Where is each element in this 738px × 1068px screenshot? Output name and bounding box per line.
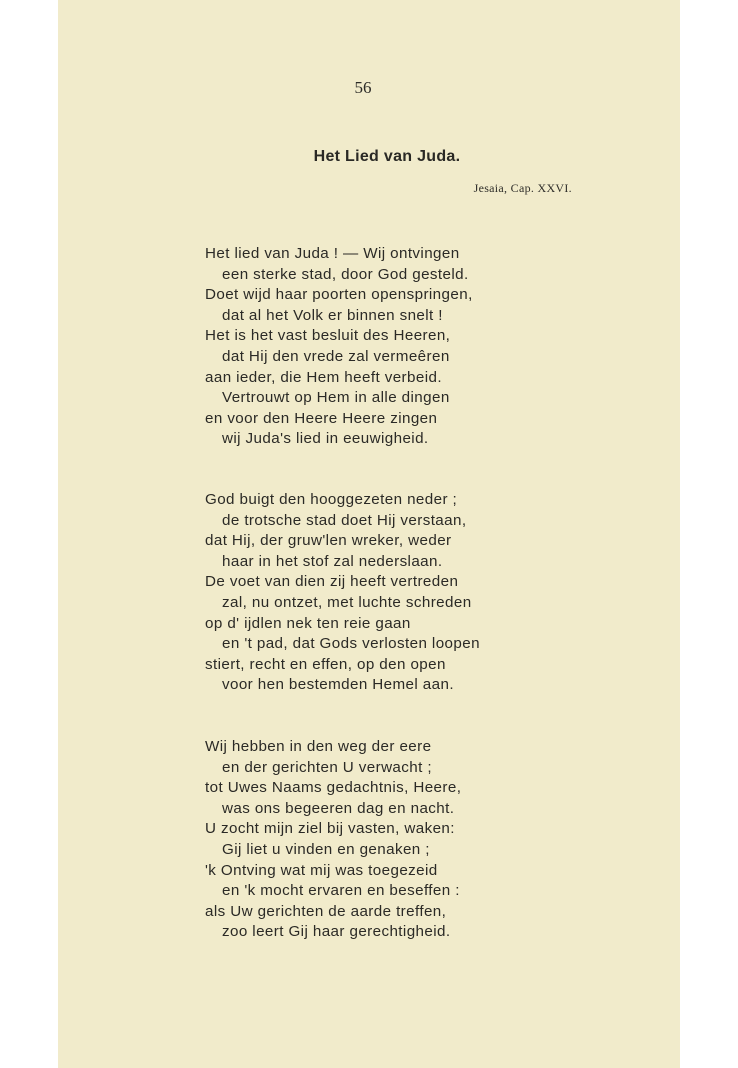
book-page	[58, 0, 680, 1068]
poem-line: wij Juda's lied in eeuwigheid.	[222, 430, 429, 448]
poem-line: een sterke stad, door God gesteld.	[222, 265, 469, 283]
poem-line: Het lied van Juda ! — Wij ontvingen	[205, 245, 460, 262]
stanza-2	[205, 490, 575, 696]
poem-line: stiert, recht en effen, op den open	[205, 655, 446, 673]
poem-line: aan ieder, die Hem heeft verbeid.	[205, 368, 442, 386]
poem-line: De voet van dien zij heeft vertreden	[205, 573, 459, 591]
poem-line: de trotsche stad doet Hij verstaan,	[222, 511, 467, 529]
poem-line: tot Uwes Naams gedachtnis, Heere,	[205, 779, 462, 797]
poem-line: Wij hebben in den weg der eere	[205, 738, 432, 755]
stanza-3	[205, 737, 575, 943]
poem-line: was ons begeeren dag en nacht.	[222, 799, 455, 817]
poem-line: voor hen bestemden Hemel aan.	[222, 676, 454, 694]
stanza-1	[205, 244, 575, 450]
poem-line: en 't pad, dat Gods verlosten loopen	[222, 635, 480, 653]
poem-title: Het Lied van Juda.	[313, 148, 461, 165]
poem-line: dat Hij den vrede zal vermeêren	[222, 347, 450, 365]
poem-line: Het is het vast besluit des Heeren,	[205, 327, 451, 345]
poem-line: en voor den Heere Heere zingen	[205, 409, 438, 427]
page-number: 56	[354, 78, 372, 97]
poem-line: Vertrouwt op Hem in alle dingen	[222, 389, 450, 407]
poem-line: zal, nu ontzet, met luchte schreden	[222, 593, 472, 611]
poem-line: 'k Ontving wat mij was toegezeid	[205, 861, 438, 879]
poem-line: U zocht mijn ziel bij vasten, waken:	[205, 820, 455, 838]
poem-line: op d' ijdlen nek ten reie gaan	[205, 614, 411, 632]
poem-line: als Uw gerichten de aarde treffen,	[205, 902, 447, 920]
poem-line: God buigt den hooggezeten neder ;	[205, 491, 458, 508]
poem-line: en 'k mocht ervaren en beseffen :	[222, 882, 460, 900]
poem-line: dat Hij, der gruw'len wreker, weder	[205, 532, 452, 550]
poem-line: en der gerichten U verwacht ;	[222, 758, 432, 776]
poem-line: Doet wijd haar poorten openspringen,	[205, 286, 473, 304]
poem-line: haar in het stof zal nederslaan.	[222, 552, 443, 570]
poem-line: dat al het Volk er binnen snelt !	[222, 306, 443, 324]
poem-line: Gij liet u vinden en genaken ;	[222, 840, 430, 858]
scripture-reference: Jesaia, Cap. XXVI.	[473, 181, 572, 195]
poem-line: zoo leert Gij haar gerechtigheid.	[222, 923, 451, 941]
